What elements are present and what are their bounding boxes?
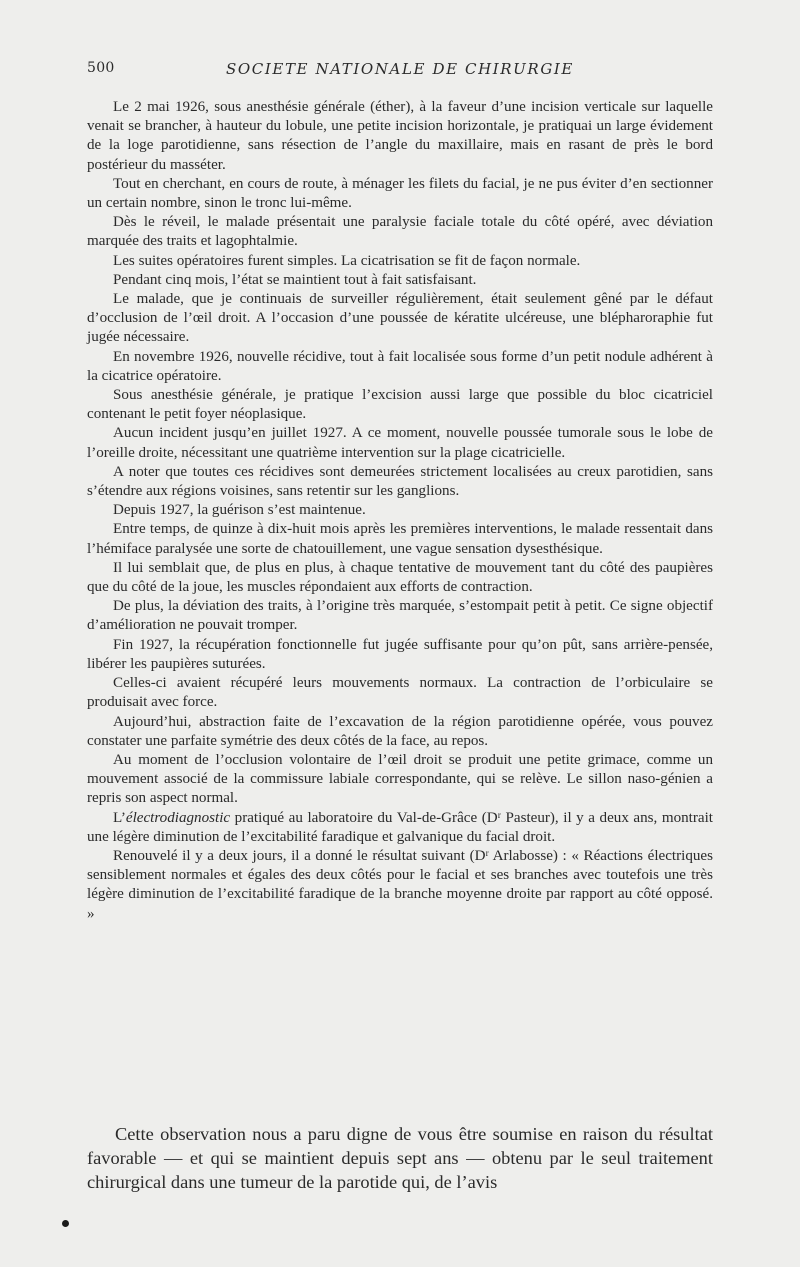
running-header [87,60,713,82]
italic-term: électrodiagnostic [125,809,231,826]
paragraph: A noter que toutes ces récidives sont demeurées strictement localisées au creux parotidien, sans s’étendre aux régions voisines, sans retentir sur les ganglions. [87,463,713,500]
paragraph: Les suites opératoires furent simples. La cicatrisation se fit de façon normale. [113,252,581,269]
paragraph: Sous anesthésie générale, je pratique l’excision aussi large que possible du bloc cicatriciel contenant le petit foyer néoplasique. [87,387,713,423]
paragraph: Il lui semblait que, de plus en plus, à chaque tentative de mouvement tant du côté des paupières que du côté de la joue, les muscles répondaient aux efforts de contraction. [87,559,713,596]
paragraph: Fin 1927, la récupération fonctionnelle fut jugée suffisante pour qu’on pût, sans arrière-pensée, libérer les paupières suturées. [87,636,713,672]
paragraph: De plus, la déviation des traits, à l’origine très marquée, s’estompait petit à petit. Ce signe objectif d’amélioration ne pouvait tromper. [87,598,713,634]
electrodiagnostic-paragraph [87,809,713,847]
observation-text [87,98,713,924]
paragraph: Le 2 mai 1926, sous anesthésie générale (éther), à la faveur d’une incision verticale sur laquelle venait se brancher, à hauteur du lobule, une petite incision horizontale, je pratiquai un large évidement de la loge parotidienne, sans résection de l’angle du maxillaire, mais en rasant de près le bord postérieur du masséter. [87,99,713,173]
paragraph-rest: pratiqué au laboratoire du Val-de-Grâce (Dʳ Pasteur), il y a deux ans, montrait une légère diminution de l’excitabilité faradique et galvanique du facial droit. [87,809,713,845]
paragraph: Depuis 1927, la guérison s’est maintenue. [113,502,366,519]
prefix-text: L’ [113,809,126,826]
ink-dot [62,1220,69,1227]
paragraph: Aujourd’hui, abstraction faite de l’excavation de la région parotidienne opérée, vous pouvez constater une parfaite symétrie des deux côtés de la face, au repos. [87,713,713,749]
page-number: 500 [87,60,115,76]
paragraph: Pendant cinq mois, l’état se maintient tout à fait satisfaisant. [113,271,477,288]
discussion-text [87,1122,713,1194]
paragraph: Entre temps, de quinze à dix-huit mois après les premières interventions, le malade ressentait dans l’hémiface paralysée une sorte de chatouillement, une vague sensation dysesthésique. [87,521,713,557]
paragraph: Au moment de l’occlusion volontaire de l’œil droit se produit une petite grimace, comme un mouvement associé de la commissure labiale correspondante, qui se relève. Le sillon naso-génien a repris son aspect normal. [87,751,713,807]
paragraph: Le malade, que je continuais de surveiller régulièrement, était seulement gêné par le défaut d’occlusion de l’œil droit. A l’occasion d’une poussée de kératite ulcéreuse, une blépharoraphie fut jugée nécessaire. [87,291,713,346]
paragraph: Celles-ci avaient récupéré leurs mouvements normaux. La contraction de l’orbiculaire se produisait avec force. [87,675,713,711]
paragraph: Aucun incident jusqu’en juillet 1927. A ce moment, nouvelle poussée tumorale sous le lobe de l’oreille droite, nécessitant une quatrième intervention sur la plage cicatricielle. [87,425,713,461]
paragraph: Renouvelé il y a deux jours, il a donné le résultat suivant (Dʳ Arlabosse) : « Réactions électriques sensiblement normales et égales des deux côtés pour le facial et ses branches avec toutefois une très légère diminution de l’excitabilité faradique de la branche moyenne droite par rapport au côté opposé. » [87,847,713,922]
running-title: SOCIETE NATIONALE DE CHIRURGIE [226,60,574,78]
paragraph: Dès le réveil, le malade présentait une paralysie faciale totale du côté opéré, avec déviation marquée des traits et lagophtalmie. [87,214,713,250]
paragraph: Tout en cherchant, en cours de route, à ménager les filets du facial, je ne pus éviter d’en sectionner un certain nombre, sinon le tronc lui-même. [87,175,713,212]
paragraph: En novembre 1926, nouvelle récidive, tout à fait localisée sous forme d’un petit nodule adhérent à la cicatrice opératoire. [87,348,713,384]
paragraph: Cette observation nous a paru digne de vous être soumise en raison du résultat favorable — et qui se maintient depuis sept ans — obtenu par le seul traitement chirurgical dans une tumeur de la parotide qui, de l’avis [87,1124,713,1192]
